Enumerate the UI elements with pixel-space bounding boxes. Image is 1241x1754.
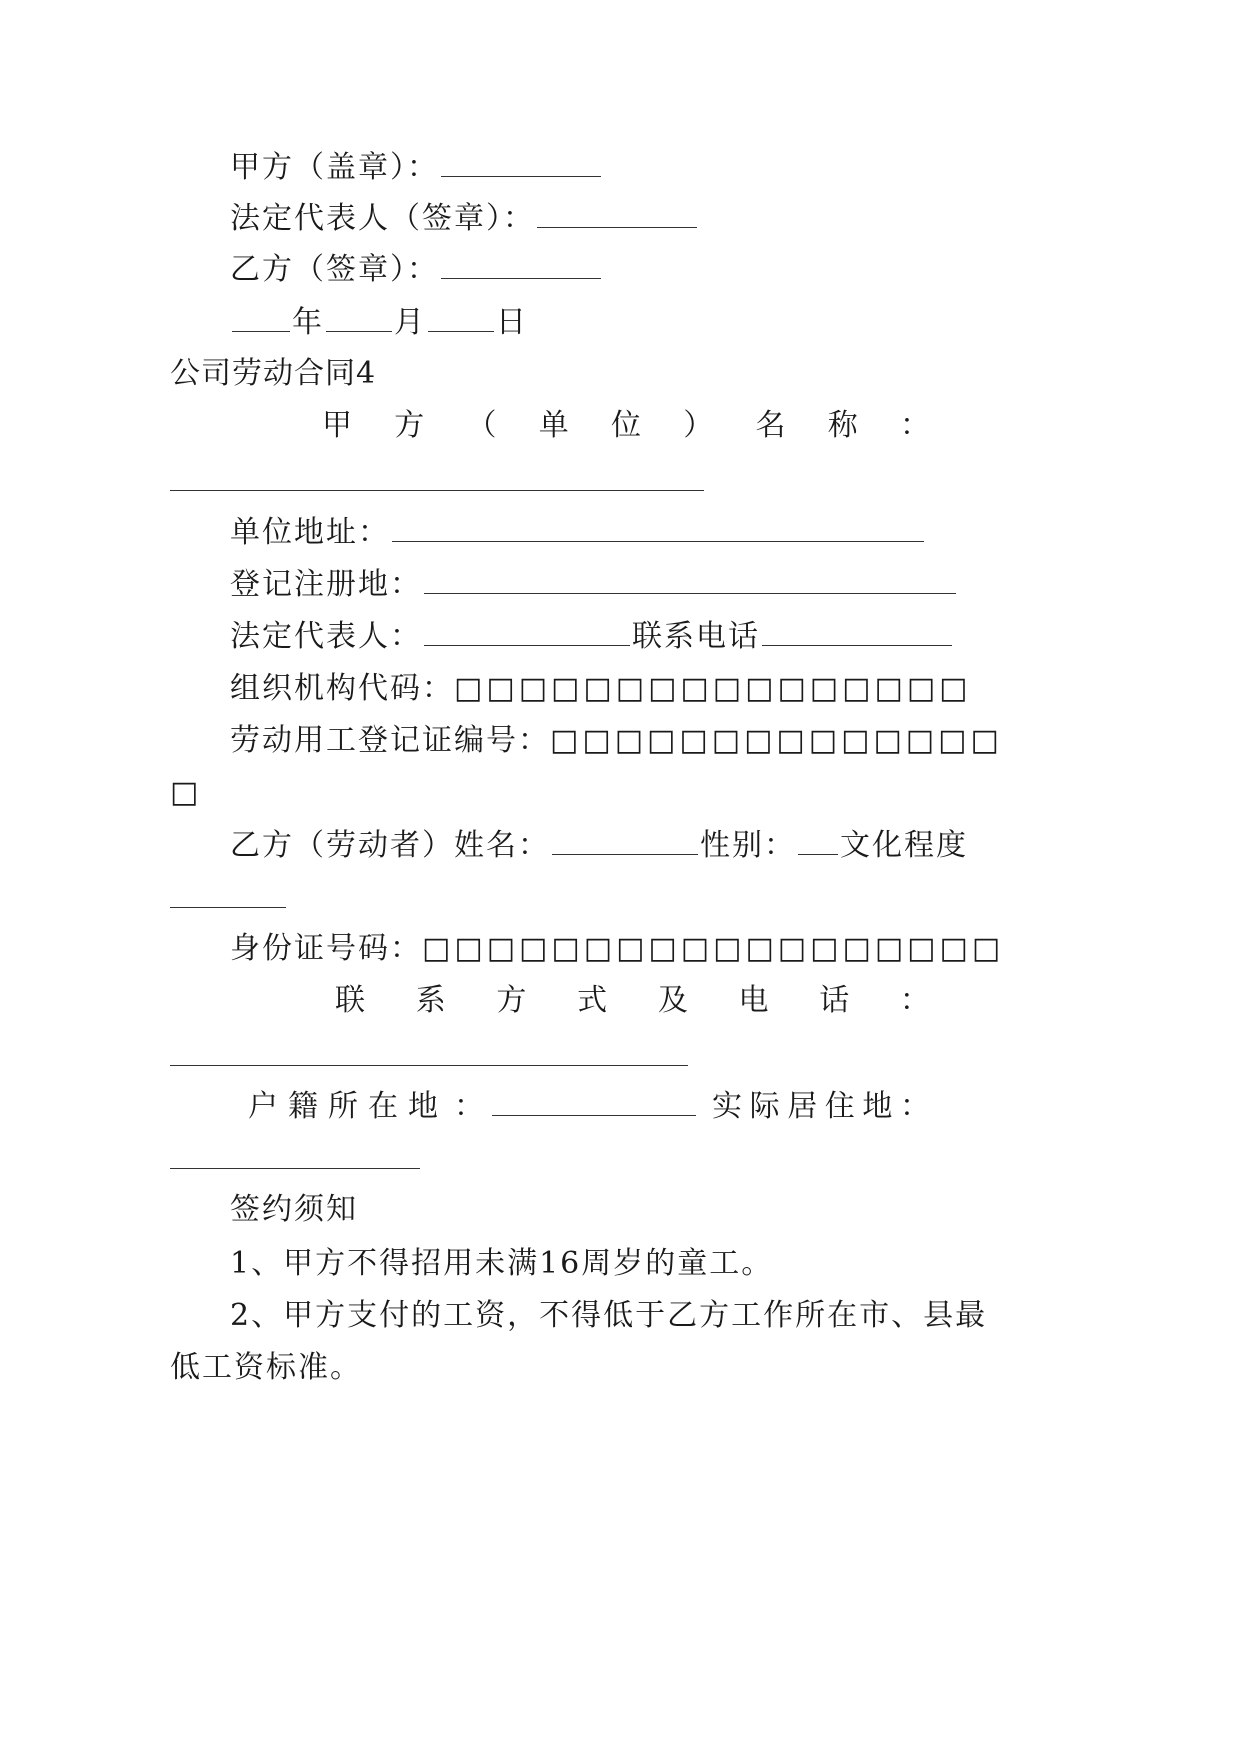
household-blank[interactable] [492,1115,696,1116]
party-a-seal-label: 甲方（盖章）： [230,150,439,185]
registration-blank[interactable] [424,569,956,594]
label-char: 所 [328,1089,358,1124]
label-char: 际 [749,1089,780,1124]
party-a-seal-blank[interactable] [441,152,601,177]
label-char: 地 [408,1089,438,1124]
label-char: ） [683,408,714,443]
label-char: 称 [827,408,858,443]
labor-reg-boxes[interactable]: □□□□□□□□□□□□□□ [550,723,1003,758]
org-code-label: 组织机构代码： [230,671,454,706]
label-char: 电 [738,983,769,1018]
org-code-boxes[interactable]: □□□□□□□□□□□□□□□□ [454,671,972,706]
month-label: 月 [394,305,426,340]
party-b-sign-label: 乙方（签章）： [230,252,439,287]
day-blank[interactable] [428,307,494,332]
household-label [248,1087,438,1127]
phone-blank[interactable] [762,621,952,646]
id-line [230,929,1004,969]
label-char: ： [900,408,930,443]
date-line [230,303,528,343]
residence-blank[interactable] [170,1168,420,1169]
party-b-name-line [230,826,968,866]
party-a-seal-line [230,148,603,188]
address-line [230,513,926,553]
gender-label: 性别： [700,828,796,863]
phone-label: 联系电话 [632,619,760,654]
labor-reg-label: 劳动用工登记证编号： [230,723,550,758]
label-char: ： [899,1089,930,1124]
address-blank[interactable] [392,517,924,542]
label-char: 住 [824,1089,855,1124]
notice-item-2-cont: 低工资标准。 [170,1350,362,1385]
label-char: 联 [335,983,365,1018]
year-blank[interactable] [232,307,290,332]
label-char: 式 [577,983,608,1018]
month-blank[interactable] [326,307,392,332]
party-a-name-blank[interactable] [170,490,704,491]
year-label: 年 [292,305,324,340]
labor-reg-boxes-wrap[interactable]: □ [170,775,201,810]
registration-line [230,565,958,605]
label-char: 单 [538,408,569,443]
contact-blank[interactable] [170,1065,688,1066]
label-char: 地 [862,1089,893,1124]
label-char: （ [466,408,497,443]
label-char: 话 [819,983,850,1018]
legal-rep-sign-line [230,199,699,239]
address-label: 单位地址： [230,515,390,550]
label-char: 户 [248,1089,278,1124]
labor-reg-line [230,721,1003,761]
label-char: 甲 [322,408,352,443]
legal-rep-blank[interactable] [424,621,630,646]
label-char: 及 [657,983,688,1018]
day-label: 日 [496,305,528,340]
party-b-sign-blank[interactable] [441,254,601,279]
party-b-name-label: 乙方（劳动者）姓名： [230,828,550,863]
label-char: 实 [712,1089,742,1124]
residence-label [712,1087,930,1127]
label-char: 籍 [288,1089,318,1124]
party-b-name-blank[interactable] [552,830,698,855]
label-char: 名 [755,408,786,443]
label-char: ： [899,983,930,1018]
label-char: 方 [394,408,425,443]
education-blank[interactable] [170,907,286,908]
notice-item-1: 1、甲方不得招用未满16周岁的童工。 [230,1246,774,1281]
party-a-name-label [322,406,930,446]
legal-rep-sign-label: 法定代表人（签章）： [230,201,535,236]
contact-label [335,981,930,1021]
education-label: 文化程度 [840,828,968,863]
notice-item-2: 2、甲方支付的工资，不得低于乙方工作所在市、县最 [230,1298,988,1333]
label-char: 在 [368,1089,398,1124]
id-label: 身份证号码： [230,931,422,966]
label-char: 方 [496,983,527,1018]
registration-label: 登记注册地： [230,567,422,602]
household-colon: ： [454,1089,486,1124]
party-b-sign-line [230,250,603,290]
legal-rep-sign-blank[interactable] [537,203,697,228]
notice-heading: 签约须知 [230,1192,358,1227]
legal-rep-line [230,617,954,657]
org-code-line [230,669,972,709]
contract-title: 公司劳动合同4 [170,356,377,391]
gender-blank[interactable] [798,830,838,855]
label-char: 居 [787,1089,818,1124]
id-boxes[interactable]: □□□□□□□□□□□□□□□□□□ [422,931,1005,966]
label-char: 系 [415,983,446,1018]
legal-rep-label: 法定代表人： [230,619,422,654]
label-char: 位 [611,408,641,443]
